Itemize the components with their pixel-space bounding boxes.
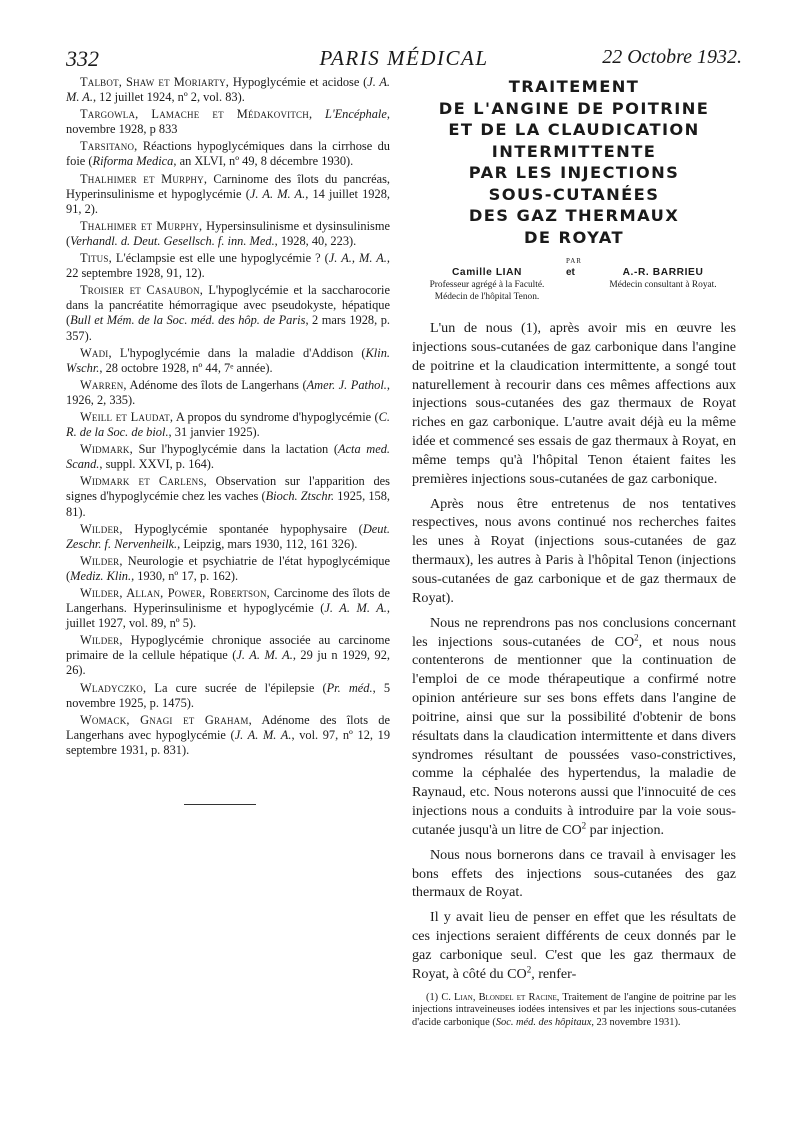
- reference-item: Titus, L'éclampsie est elle une hypoglycémie ? (J. A., M. A., 22 septembre 1928, 91, 12).: [66, 251, 390, 281]
- reference-item: Widmark, Sur l'hypoglycémie dans la lactation (Acta med. Scand., suppl. XXVI, p. 164).: [66, 442, 391, 472]
- reference-item: Thalhimer et Murphy, Hypersinsulinisme et dysinsulinisme (Verhandl. d. Deut. Gesellsch. f. inn. Med., 1928, 40, 223).: [66, 218, 390, 248]
- references-column: [66, 75, 390, 805]
- reference-item: Wadi, L'hypoglycémie dans la maladie d'Addison (Klin. Wschr., 28 octobre 1928, nº 44, 7ᵉ année).: [66, 345, 390, 375]
- article-column: [412, 76, 736, 1029]
- author-1: [412, 267, 562, 303]
- author-2-role: Médecin consultant à Royat.: [609, 280, 717, 290]
- title-line: PAR LES INJECTIONS: [468, 163, 680, 182]
- paragraph-4: Nous nous bornerons dans ce travail à envisager les bons effets des injections sous-cutanées des gaz thermaux de Royat.: [412, 846, 736, 901]
- running-header: [66, 46, 742, 76]
- reference-item: Troisier et Casaubon, L'hypoglycémie et la saccharocorie dans la pancréatite hémorragique avec pseudokyste, hépatique (Bull et Mém. de la Soc. méd. des hôp. de Paris, 2 mars 1928, p. 357).: [66, 283, 390, 343]
- paragraph-2: Après nous être entretenus de nos tentatives respectives, nous avons continué nos recherches faites les unes à Royat (injections sous-cutanées de gaz thermaux), les autres à Paris à l'hôpital Tenon (injections sous-cutanées de gaz carbonique et de gaz thermaux de Royat).: [412, 495, 736, 606]
- footnote: (1) C. Lian, Blondel et Racine, Traitement de l'angine de poitrine par les injections intraveineuses iodées intensives et par les injections sous-cutanées d'acide carbonique (Soc. méd. des hôpitaux, 23 novembre 1931).: [412, 991, 736, 1028]
- author-1-role: Professeur agrégé à la Faculté.: [429, 280, 545, 290]
- issue-date: 22 Octobre 1932.: [602, 46, 742, 68]
- author-block: [412, 267, 736, 311]
- reference-item: Wladyczko, La cure sucrée de l'épilepsie (Pr. méd., 5 novembre 1925, p. 1475).: [66, 680, 391, 710]
- journal-title: PARIS MÉDICAL: [319, 46, 489, 70]
- paragraph-5: Il y avait lieu de penser en effet que les résultats de ces injections seraient différents de ceux donnés par le gaz carbonique seul. C'est que les gaz thermaux de Royat, à côté du $CO^2$, renfer-: [412, 909, 736, 982]
- reference-item: Wilder, Hypoglycémie spontanée hypophysaire (Deut. Zeschr. f. Nervenheilk., Leipzig, mars 1930, 112, 161 326).: [66, 521, 390, 551]
- paragraph-1: L'un de nous (1), après avoir mis en œuvre les injections sous-cutanées de gaz carbonique dans l'angine de poitrine et la claudication intermittente, a songé tout naturellement à recourir dans ces mêmes affections aux injections sous-cutanées des gaz thermaux de Royat riches en gaz carbonique. L'autre avait déjà eu la même idée et commencé ses essais de gaz thermaux à Royat, en même temps qu'à l'hôpital Tenon étaient faites les premières injections sous-cutanées de gaz carbonique.: [412, 320, 736, 487]
- article-body: [412, 319, 736, 984]
- author-1-role-2: Médecin de l'hôpital Tenon.: [434, 292, 540, 302]
- title-line: DES GAZ THERMAUX: [468, 206, 680, 225]
- title-line: SOUS-CUTANÉES: [488, 184, 660, 204]
- page-number: 332: [66, 46, 99, 71]
- reference-item: Womack, Gnagi et Graham, Adénome des îlots de Langerhans avec hypoglycémie (J. A. M. A., vol. 97, nº 12, 19 septembre 1931, p. 831).: [66, 712, 391, 757]
- section-divider: [184, 804, 256, 805]
- reference-item: Targowla, Lamache et Médakovitch, L'Encéphale, novembre 1928, p 833: [66, 107, 390, 137]
- author-2-name: A.-R. BARRIEU: [622, 267, 704, 278]
- reference-item: Weill et Laudat, A propos du syndrome d'hypoglycémie (C. R. de la Soc. de biol., 31 janvier 1925).: [66, 409, 390, 440]
- reference-item: Thalhimer et Murphy, Carninome des îlots du pancréas, Hyperinsulinisme et hypoglycémie (J. A. M. A., 14 juillet 1928, 91, 2).: [66, 171, 390, 216]
- author-1-name: Camille LIAN: [451, 267, 523, 278]
- paragraph-3: Nous ne reprendrons pas nos conclusions concernant les injections sous-cutanées de $CO^2$, et nous nous contenterons de mentionner que la continuation de l'emploi de ce mode thérapeutique a confirmé notre opinion antérieure sur ses bons effets dans l'angine de poitrine, ainsi que sur la possibilité d'obtenir de bons résultats dans la claudication intermittente et dans divers syndromes résultant de poussées vaso-constrictives, comme la céphalée des hypertendus, la maladie de Raynaud, etc. Nous noterons aussi que l'innocuité de ces injections nous a conduits à introduire par la voie sous-cutanée jusqu'à un litre de $CO^2$ par injection.: [412, 614, 737, 838]
- title-line: INTERMITTENTE: [491, 141, 657, 161]
- reference-item: Wilder, Allan, Power, Robertson, Carcinome des îlots de Langerhans. Hyperinsulinisme et hypoglycémie (J. A. M. A., juillet 1927, vol. 89, nº 5).: [66, 586, 390, 631]
- title-line: TRAITEMENT: [508, 77, 640, 96]
- reference-item: Wilder, Neurologie et psychiatrie de l'état hypoglycémique (Mediz. Klin., 1930, nº 17, p. 162).: [66, 553, 390, 583]
- author-conjunction: et: [566, 267, 575, 278]
- reference-item: Warren, Adénome des îlots de Langerhans (Amer. J. Pathol., 1926, 2, 335).: [66, 377, 390, 407]
- by-line: PAR: [566, 257, 582, 265]
- reference-list: [66, 75, 390, 758]
- reference-item: Tarsitano, Réactions hypoglycémiques dans la cirrhose du foie (Riforma Medica, an XLVI, nº 49, 8 décembre 1930).: [66, 139, 390, 169]
- title-line: ET DE LA CLAUDICATION: [448, 120, 700, 139]
- title-line: DE ROYAT: [524, 227, 624, 247]
- reference-item: Widmark et Carlens, Observation sur l'apparition des signes d'hypoglycémie chez les vaches (Bioch. Ztschr. 1925, 158, 81).: [66, 474, 390, 519]
- title-line: DE L'ANGINE DE POITRINE: [438, 98, 710, 118]
- article-title: [412, 76, 736, 248]
- author-2: [588, 267, 738, 291]
- reference-item: Wilder, Hypoglycémie chronique associée au carcinome primaire de la cellule hépatique (J. A. M. A., 29 ju n 1929, 92, 26).: [66, 633, 390, 678]
- reference-item: Talbot, Shaw et Moriarty, Hypoglycémie et acidose (J. A. M. A., 12 juillet 1924, nº 2, vol. 83).: [66, 75, 390, 105]
